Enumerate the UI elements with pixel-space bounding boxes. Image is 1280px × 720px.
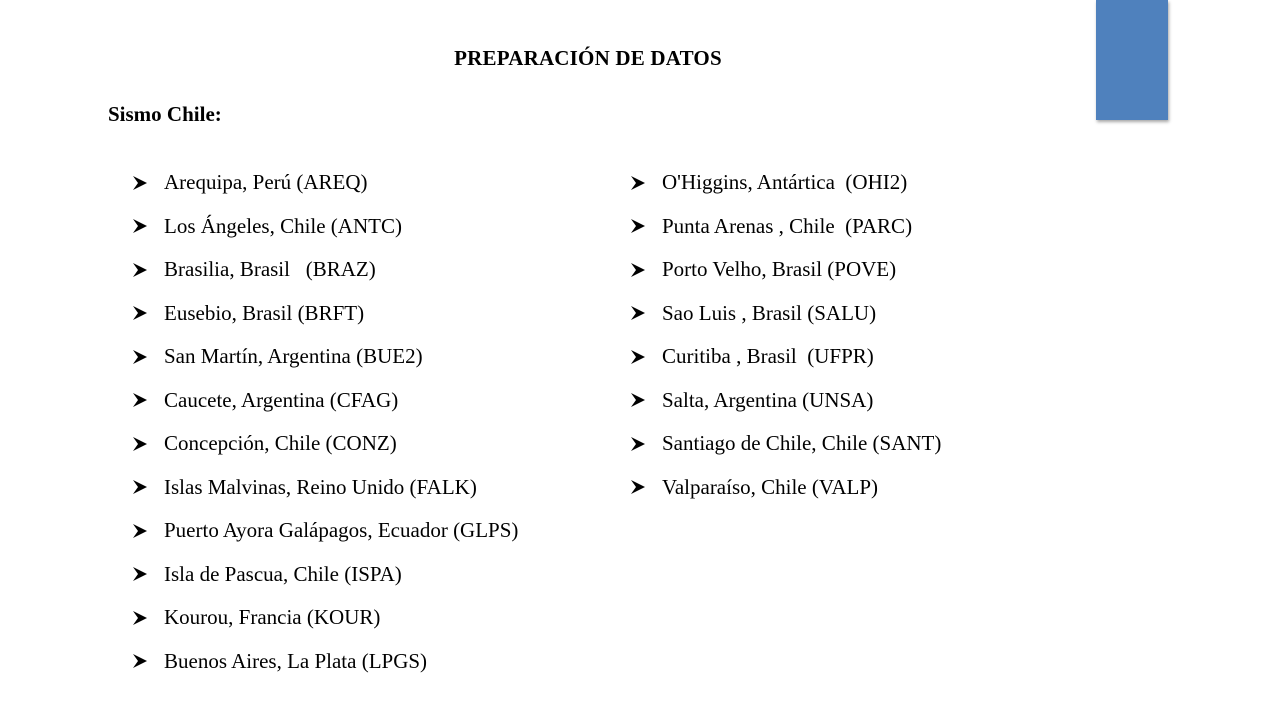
arrowhead-bullet-icon bbox=[630, 305, 646, 321]
arrowhead-bullet-icon bbox=[630, 392, 646, 408]
list-item bbox=[630, 205, 941, 249]
list-item bbox=[630, 248, 941, 292]
station-label: Sao Luis , Brasil (SALU) bbox=[662, 300, 877, 325]
station-list-left bbox=[132, 161, 518, 683]
list-item bbox=[132, 205, 518, 249]
station-label: Brasilia, Brasil (BRAZ) bbox=[164, 257, 376, 282]
station-label: Caucete, Argentina (CFAG) bbox=[164, 387, 399, 412]
list-item bbox=[630, 466, 941, 510]
list-item bbox=[132, 335, 518, 379]
arrowhead-bullet-icon bbox=[132, 392, 148, 408]
list-item bbox=[132, 509, 518, 553]
station-list-right bbox=[630, 161, 941, 509]
station-label: Arequipa, Perú (AREQ) bbox=[164, 170, 368, 195]
station-label: San Martín, Argentina (BUE2) bbox=[164, 344, 423, 369]
station-label: Islas Malvinas, Reino Unido (FALK) bbox=[164, 474, 477, 499]
list-item bbox=[132, 161, 518, 205]
arrowhead-bullet-icon bbox=[132, 436, 148, 452]
list-item bbox=[132, 596, 518, 640]
station-label: Concepción, Chile (CONZ) bbox=[164, 431, 397, 456]
station-label: Eusebio, Brasil (BRFT) bbox=[164, 300, 365, 325]
list-item bbox=[630, 161, 941, 205]
arrowhead-bullet-icon bbox=[132, 349, 148, 365]
arrowhead-bullet-icon bbox=[132, 479, 148, 495]
arrowhead-bullet-icon bbox=[132, 262, 148, 278]
station-label: Kourou, Francia (KOUR) bbox=[164, 605, 381, 630]
station-label: Santiago de Chile, Chile (SANT) bbox=[662, 431, 942, 456]
station-label: Puerto Ayora Galápagos, Ecuador (GLPS) bbox=[164, 518, 519, 543]
station-label: Valparaíso, Chile (VALP) bbox=[662, 474, 878, 499]
arrowhead-bullet-icon bbox=[630, 218, 646, 234]
arrowhead-bullet-icon bbox=[132, 523, 148, 539]
station-label: Salta, Argentina (UNSA) bbox=[662, 387, 874, 412]
arrowhead-bullet-icon bbox=[132, 305, 148, 321]
arrowhead-bullet-icon bbox=[630, 436, 646, 452]
list-item bbox=[132, 640, 518, 684]
list-item bbox=[132, 422, 518, 466]
station-label: Buenos Aires, La Plata (LPGS) bbox=[164, 648, 428, 673]
list-item bbox=[630, 335, 941, 379]
station-label: O'Higgins, Antártica (OHI2) bbox=[662, 170, 908, 195]
arrowhead-bullet-icon bbox=[630, 175, 646, 191]
list-item bbox=[132, 248, 518, 292]
arrowhead-bullet-icon bbox=[132, 653, 148, 669]
list-item bbox=[132, 466, 518, 510]
list-item bbox=[630, 292, 941, 336]
station-label: Porto Velho, Brasil (POVE) bbox=[662, 257, 897, 282]
arrowhead-bullet-icon bbox=[630, 349, 646, 365]
slide-subtitle: Sismo Chile: bbox=[108, 102, 222, 126]
arrowhead-bullet-icon bbox=[630, 479, 646, 495]
list-item bbox=[132, 379, 518, 423]
list-item bbox=[630, 379, 941, 423]
arrowhead-bullet-icon bbox=[132, 218, 148, 234]
arrowhead-bullet-icon bbox=[132, 175, 148, 191]
list-item bbox=[132, 553, 518, 597]
arrowhead-bullet-icon bbox=[132, 566, 148, 582]
arrowhead-bullet-icon bbox=[132, 610, 148, 626]
station-label: Punta Arenas , Chile (PARC) bbox=[662, 213, 913, 238]
station-label: Isla de Pascua, Chile (ISPA) bbox=[164, 561, 402, 586]
station-label: Los Ángeles, Chile (ANTC) bbox=[164, 213, 402, 238]
list-item bbox=[630, 422, 941, 466]
slide-title: PREPARACIÓN DE DATOS bbox=[454, 46, 722, 70]
arrowhead-bullet-icon bbox=[630, 262, 646, 278]
list-item bbox=[132, 292, 518, 336]
station-label: Curitiba , Brasil (UFPR) bbox=[662, 344, 874, 369]
